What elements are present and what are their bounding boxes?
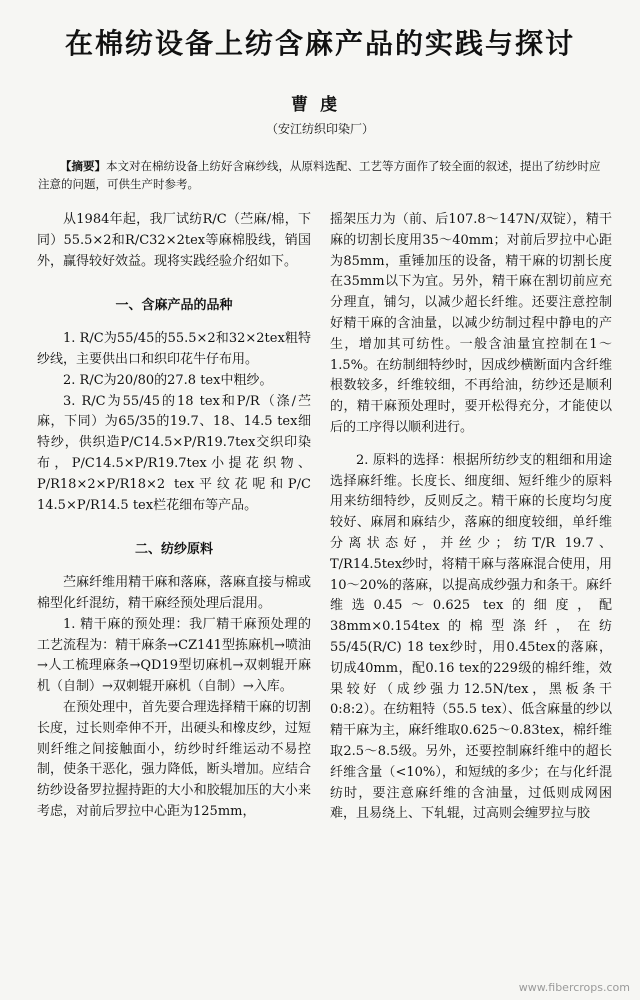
abstract-text: 本文对在棉纺设备上纺好含麻纱线，从原料选配、工艺等方面作了较全面的叙述，提出了纺纱时应注意的问题，可供生产时参考。 [38,159,601,191]
paper-title: 在棉纺设备上纺含麻产品的实践与探讨 [64,27,575,60]
watermark: www.fibercrops.com [518,981,630,994]
abstract-label: 【摘要】 [60,159,106,173]
paragraph: 3. R/C为55/45的18 tex和P/R（涤/苎麻，下同）为65/35的19.7、18、14.5 tex细特纱，供织造P/C14.5×P/R19.7tex交织印染布，P/C14.5×P/R19.7tex小提花织物、P/R18×2×P/R18×2 tex平纹花呢和P/C 14.5×P/R14.5 tex栏花细布等产品。 [37,393,311,513]
paragraph: 2. R/C为20/80的27.8 tex中粗纱。 [63,372,273,388]
paragraph: 在预处理中，首先要合理选择精干麻的切割长度，过长则牵伸不开，出硬头和橡皮纱，过短则纤维之间接触面小，纺纱时纤维运动不易控制，使条干恶化，强力降低，断头增加。应结合纺纱设备罗拉握持距的大小和胶辊加压的大小来考虑，对前后罗拉中心距为125mm， [37,699,311,819]
paragraph: 1. 精干麻的预处理：我厂精干麻预处理的工艺流程为：精干麻条→CZ141型拣麻机→喷油→人工梳理麻条→QD19型切麻机→双刺辊开麻机（自制）→双刺辊开麻机（自制）→入库。 [37,616,311,695]
author-name: 曹虔 [291,95,349,115]
paragraph: 2. 原料的选择：根据所纺纱支的粗细和用途选择麻纤维。长度长、细度细、短纤维少的原料用来纺细特纱，反则反之。精干麻的长度均匀度较好、麻屑和麻结少，落麻的细度较细，单纤维分离状态好，并丝少；纺T/R 19.7、T/R14.5tex纱时，将精干麻与落麻混合使用，用10～20%的落麻，以提高成纱强力和条干。麻纤维选0.45～0.625 tex的细度，配38mm×0.154tex的棉型涤纤，在纺55/45(R/C) 18 tex纱时，用0.45tex的落麻，切成40mm，配0.16 tex的229级的棉纤维，效果较好（成纱强力12.5N/tex，黑板条干0:8:2）。在纺粗特（55.5 tex）、低含麻量的纱以精干麻为主，麻纤维取0.625～0.83tex，棉纤维取2.5～8.5级。另外，还要控制麻纤维中的超长纤维含量（<10%），和短绒的多少；在与化纤混纺时，要注意麻纤维的含油量，过低则成网困难，且易绕上、下轧辊，过高则会缠罗拉与胶 [330,452,612,822]
section-heading-varieties: 一、含麻产品的品种 [115,298,233,314]
abstract [38,157,610,193]
paragraph: 摇架压力为（前、后107.8～147N/双锭），精干麻的切割长度用35～40mm；对前后罗拉中心距为85mm，重锤加压的设备，精干麻的切割长度在35mm以下为宜。另外，精干麻在割切前应充分理直，铺匀，以减少超长纤维。还要注意控制好精干麻的含油量，以减少纺制过程中静电的产生，增加其可纺性。一般含油量宜控制在1～1.5%。在纺制细特纱时，因成纱横断面内含纤维根数较多，纤维较细，不再给油，纺纱还是顺利的，精干麻预处理时，要开松得充分，才能使以后的工序得以顺利进行。 [330,212,612,435]
paragraph: 1. R/C为55/45的55.5×2和32×2tex粗特纱线，主要供出口和织印花牛仔布用。 [37,331,311,367]
paragraph: 苎麻纤维用精干麻和落麻，落麻直接与棉或棉型化纤混纺，精干麻经预处理后混用。 [37,575,311,611]
author-affiliation: （安江纺织印染厂） [265,122,374,136]
right-column [330,210,612,825]
section-heading-materials: 二、纺纱原料 [134,542,213,558]
intro-paragraph: 从1984年起，我厂试纺R/C（苎麻/棉，下同）55.5×2和R/C32×2tex等麻棉股线，销国外，赢得较好效益。现将实践经验介绍如下。 [37,212,311,269]
left-column [37,210,311,823]
